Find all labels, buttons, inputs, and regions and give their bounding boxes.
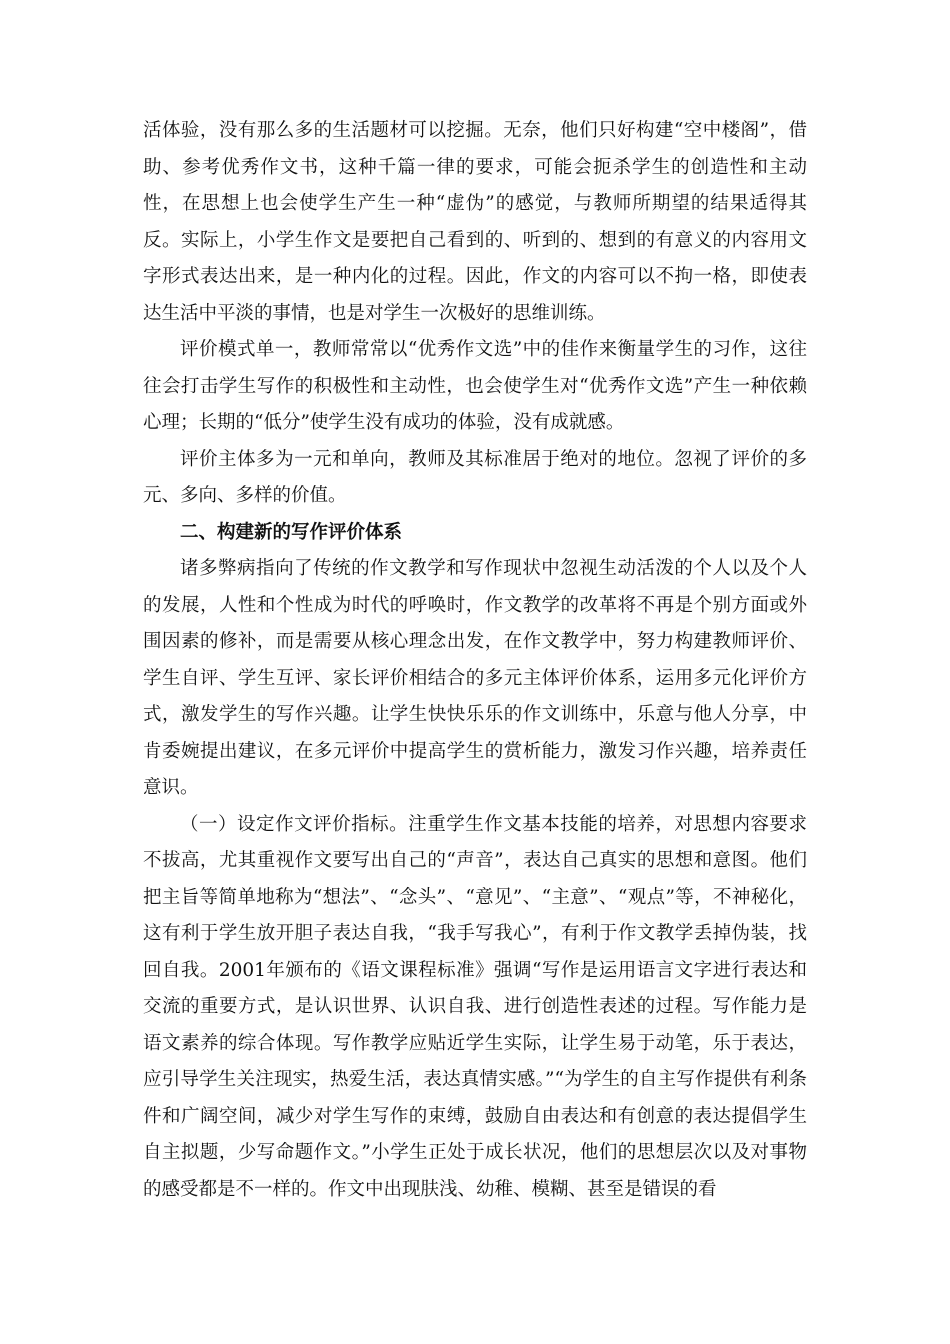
paragraph-evaluation-subject: 评价主体多为一元和单向，教师及其标准居于绝对的地位。忽视了评价的多元、多向、多样的价值。 xyxy=(143,448,807,506)
section-heading: 二、构建新的写作评价体系 xyxy=(180,521,403,543)
document-page xyxy=(143,113,807,1208)
paragraph-continuation: 活体验，没有那么多的生活题材可以挖掘。无奈，他们只好构建“空中楼阁”，借助、参考优秀作文书，这种千篇一律的要求，可能会扼杀学生的创造性和主动性，在思想上也会使学生产生一种“虚伪”的感觉，与教师所期望的结果适得其反。实际上，小学生作文是要把自己看到的、听到的、想到的有意义的内容用文字形式表达出来，是一种内化的过程。因此，作文的内容可以不拘一格，即使表达生活中平淡的事情，也是对学生一次极好的思维训练。 xyxy=(143,120,807,324)
paragraph-evaluation-indicators: （一）设定作文评价指标。注重学生作文基本技能的培养，对思想内容要求不拔高，尤其重视作文要写出自己的“声音”，表达自己真实的思想和意图。他们把主旨等简单地称为“想法”、“念头”、“意见”、“主意”、“观点”等，不神秘化，这有利于学生放开胆子表达自我，“我手写我心”，有利于作文教学丢掉伪装，找回自我。2001年颁布的《语文课程标准》强调“写作是运用语言文字进行表达和交流的重要方式，是认识世界、认识自我、进行创造性表述的过程。写作能力是语文素养的综合体现。写作教学应贴近学生实际，让学生易于动笔，乐于表达，应引导学生关注现实，热爱生活，表达真情实感。”“为学生的自主写作提供有利条件和广阔空间，减少对学生写作的束缚，鼓励自由表达和有创意的表达提倡学生自主拟题，少写命题作文。”小学生正处于成长状况，他们的思想层次以及对事物的感受都是不一样的。作文中出现肤浅、幼稚、模糊、甚至是错误的看 xyxy=(143,813,807,1200)
paragraph-evaluation-mode: 评价模式单一，教师常常以“优秀作文选”中的佳作来衡量学生的习作，这往往会打击学生写作的积极性和主动性，也会使学生对“优秀作文选”产生一种依赖心理；长期的“低分”使学生没有成功的体验，没有成就感。 xyxy=(143,339,807,433)
paragraph-new-system: 诸多弊病指向了传统的作文教学和写作现状中忽视生动活泼的个人以及个人的发展，人性和个性成为时代的呼唤时，作文教学的改革将不再是个别方面或外围因素的修补，而是需要从核心理念出发，在作文教学中，努力构建教师评价、学生自评、学生互评、家长评价相结合的多元主体评价体系，运用多元化评价方式，激发学生的写作兴趣。让学生快快乐乐的作文训练中，乐意与他人分享，中肯委婉提出建议，在多元评价中提高学生的赏析能力，激发习作兴趣，培养责任意识。 xyxy=(143,558,807,798)
